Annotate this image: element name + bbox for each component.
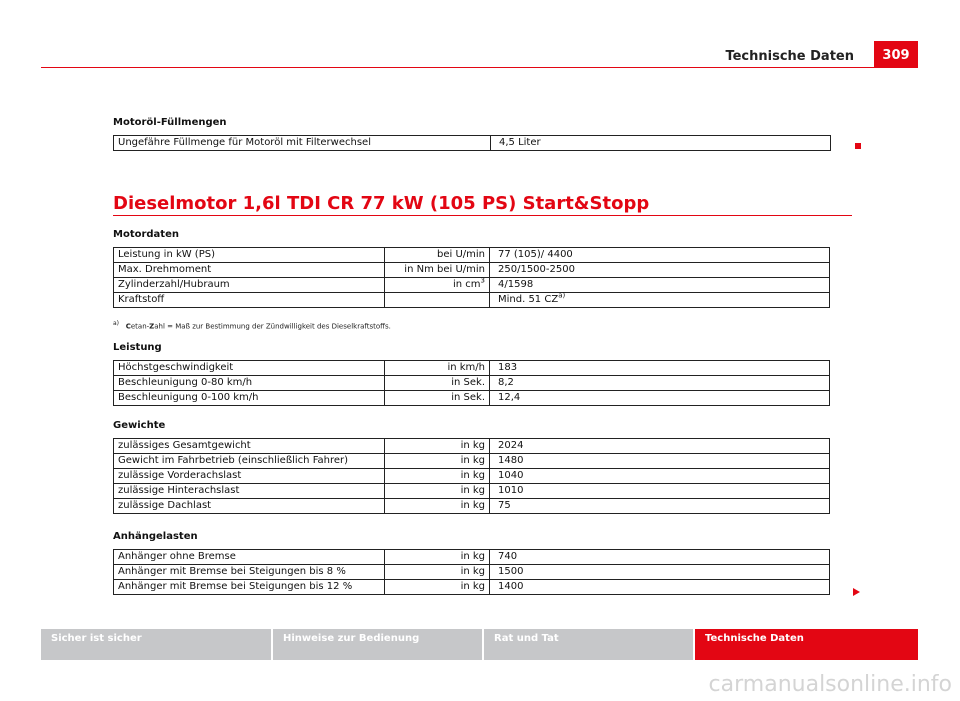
motordaten-table: [113, 247, 830, 308]
table-row: [114, 361, 830, 376]
row-unit: in Sek.: [385, 376, 490, 391]
running-header-title: Technische Daten: [725, 49, 854, 64]
row-value: 183: [490, 361, 830, 376]
oil-table: [113, 135, 831, 151]
footnote-marker: a): [113, 320, 120, 327]
row-unit: in kg: [385, 499, 490, 514]
row-value: 1010: [490, 484, 830, 499]
table-row: [114, 499, 830, 514]
table-row: [114, 391, 830, 406]
row-value: 1480: [490, 454, 830, 469]
row-value: 1400: [490, 580, 830, 595]
row-value: 4/1598: [490, 278, 830, 293]
row-unit: in km/h: [385, 361, 490, 376]
row-value: 250/1500-2500: [490, 263, 830, 278]
footnote-letter-z: Z: [149, 322, 155, 331]
anhaengelasten-table: [113, 549, 830, 595]
row-unit: in kg: [385, 469, 490, 484]
row-unit: bei U/min: [385, 248, 490, 263]
gewichte-table: [113, 438, 830, 514]
row-unit: [385, 278, 490, 293]
end-of-section-marker-icon: [855, 143, 861, 149]
row-label: Kraftstoff: [114, 293, 385, 308]
row-label: Beschleunigung 0-100 km/h: [114, 391, 385, 406]
row-label: Zylinderzahl/Hubraum: [114, 278, 385, 293]
row-unit: in kg: [385, 565, 490, 580]
row-unit: in Nm bei U/min: [385, 263, 490, 278]
header-rule: [41, 67, 918, 68]
table-row: [114, 454, 830, 469]
footnote-text-1: etan-: [130, 322, 150, 331]
row-value: 12,4: [490, 391, 830, 406]
row-value: 75: [490, 499, 830, 514]
row-label: zulässige Vorderachslast: [114, 469, 385, 484]
footnote: [113, 320, 391, 330]
row-value: 77 (105)/ 4400: [490, 248, 830, 263]
table-row: [114, 263, 830, 278]
row-label: Gewicht im Fahrbetrieb (einschließlich Fahrer): [114, 454, 385, 469]
value-text: Mind. 51 CZ: [498, 294, 559, 305]
watermark: carmanualsonline.info: [708, 672, 952, 697]
table-row: [114, 469, 830, 484]
oil-heading: Motoröl-Füllmengen: [113, 117, 227, 128]
row-unit: in kg: [385, 439, 490, 454]
table-row: [114, 580, 830, 595]
row-label: Höchstgeschwindigkeit: [114, 361, 385, 376]
row-value: 1500: [490, 565, 830, 580]
row-label: Anhänger mit Bremse bei Steigungen bis 12 %: [114, 580, 385, 595]
row-value: 1040: [490, 469, 830, 484]
footnote-text-2: ahl = Maß zur Bestimmung der Zündwilligkeit des Dieselkraftstoffs.: [154, 322, 391, 331]
continue-arrow-icon: [853, 588, 860, 596]
table-row: [114, 376, 830, 391]
unit-text: in cm: [452, 279, 481, 290]
row-label: zulässiges Gesamtgewicht: [114, 439, 385, 454]
leistung-table: [113, 360, 830, 406]
row-unit: in kg: [385, 484, 490, 499]
table-row: [114, 293, 830, 308]
row-value: 8,2: [490, 376, 830, 391]
unit-superscript: 3: [480, 276, 485, 285]
table-row: [114, 136, 831, 151]
row-unit: in kg: [385, 550, 490, 565]
row-label: Anhänger ohne Bremse: [114, 550, 385, 565]
section-title-rule: [113, 215, 852, 216]
table-row: [114, 550, 830, 565]
gewichte-heading: Gewichte: [113, 420, 166, 431]
row-unit: in kg: [385, 454, 490, 469]
row-value: 2024: [490, 439, 830, 454]
row-label: Leistung in kW (PS): [114, 248, 385, 263]
row-unit: in kg: [385, 580, 490, 595]
row-label: Max. Drehmoment: [114, 263, 385, 278]
page-number: 309: [874, 41, 918, 67]
motordaten-heading: Motordaten: [113, 229, 179, 240]
row-label: Anhänger mit Bremse bei Steigungen bis 8 %: [114, 565, 385, 580]
table-row: [114, 565, 830, 580]
row-label: zulässige Hinterachslast: [114, 484, 385, 499]
table-row: [114, 439, 830, 454]
row-label: Beschleunigung 0-80 km/h: [114, 376, 385, 391]
oil-value: 4,5 Liter: [491, 136, 831, 151]
row-unit: [385, 293, 490, 308]
leistung-heading: Leistung: [113, 342, 162, 353]
table-row: [114, 278, 830, 293]
footnote-letter-c: C: [125, 322, 131, 331]
anhaengelasten-heading: Anhängelasten: [113, 531, 198, 542]
table-row: [114, 484, 830, 499]
footnote-reference: a): [558, 291, 566, 300]
table-row: [114, 248, 830, 263]
row-unit: in Sek.: [385, 391, 490, 406]
oil-label: Ungefähre Füllmenge für Motoröl mit Filterwechsel: [114, 136, 491, 151]
footer-tab-rat-und-tat[interactable]: Rat und Tat: [484, 629, 693, 660]
row-value: 740: [490, 550, 830, 565]
footer-tab-hinweise-zur-bedienung[interactable]: Hinweise zur Bedienung: [273, 629, 482, 660]
row-label: zulässige Dachlast: [114, 499, 385, 514]
footer-tab-technische-daten[interactable]: Technische Daten: [695, 629, 918, 660]
row-value: [490, 293, 830, 308]
footer-tab-sicher-ist-sicher[interactable]: Sicher ist sicher: [41, 629, 271, 660]
section-title: Dieselmotor 1,6l TDI CR 77 kW (105 PS) Start&Stopp: [113, 193, 650, 214]
